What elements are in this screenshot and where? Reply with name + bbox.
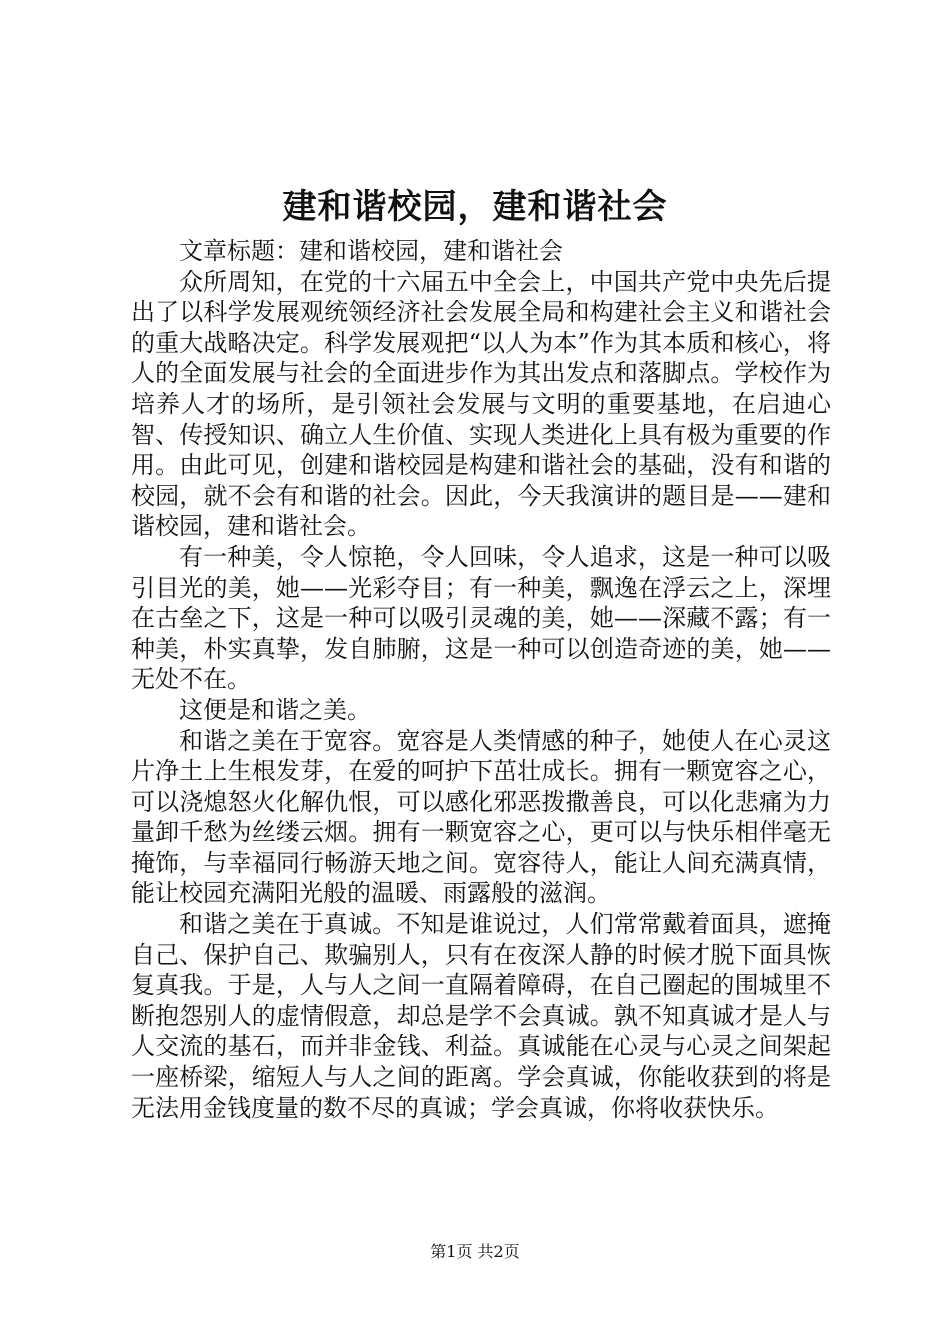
page-footer: 第1页 共2页 <box>430 1242 520 1261</box>
paragraph-harmony-beauty: 这便是和谐之美。 <box>179 695 371 724</box>
paragraph-tolerance: 和谐之美在于宽容。宽容是人类情感的种子，她使人在心灵这片净土上生根发芽，在爱的呵护下茁壮成长。拥有一颗宽容之心，可以浇熄怒火化解仇恨，可以感化邪恶拨撒善良，可以化悲痛为力量卸千愁为丝缕云烟。拥有一颗宽容之心，更可以与快乐相伴毫无掩饰，与幸福同行畅游天地之间。宽容待人，能让人间充满真情，能让校园充满阳光般的温暖、雨露般的滋润。 <box>131 726 831 908</box>
paragraph-sincerity: 和谐之美在于真诚。不知是谁说过，人们常常戴着面具，遮掩自己、保护自己、欺骗别人，只有在夜深人静的时候才脱下面具恢复真我。于是，人与人之间一直隔着障碍，在自己圈起的围城里不断抱怨别人的虚情假意，却总是学不会真诚。孰不知真诚才是人与人交流的基石，而并非金钱、利益。真诚能在心灵与心灵之间架起一座桥梁，缩短人与人之间的距离。学会真诚，你能收获到的将是无法用金钱度量的数不尽的真诚；学会真诚，你将收获快乐。 <box>131 910 831 1122</box>
document-body <box>131 236 831 1123</box>
paragraph-intro: 众所周知，在党的十六届五中全会上，中国共产党中央先后提出了以科学发展观统领经济社会发展全局和构建社会主义和谐社会的重大战略决定。科学发展观把“以人为本”作为其本质和核心，将人的全面发展与社会的全面进步作为其出发点和落脚点。学校作为培养人才的场所，是引领社会发展与文明的重要基地，在启迪心智、传授知识、确立人生价值、实现人类进化上具有极为重要的作用。由此可见，创建和谐校园是构建和谐社会的基础，没有和谐的校园，就不会有和谐的社会。因此，今天我演讲的题目是——建和谐校园，建和谐社会。 <box>131 267 831 541</box>
document-title: 建和谐校园，建和谐社会 <box>282 187 668 227</box>
paragraph-beauty: 有一种美，令人惊艳，令人回味，令人追求，这是一种可以吸引目光的美，她——光彩夺目；有一种美，飘逸在浮云之上，深埋在古垒之下，这是一种可以吸引灵魂的美，她——深藏不露；有一种美，朴实真挚，发自肺腑，这是一种可以创造奇迹的美，她——无处不在。 <box>131 542 831 694</box>
paragraph-article-title: 文章标题：建和谐校园，建和谐社会 <box>179 237 563 265</box>
